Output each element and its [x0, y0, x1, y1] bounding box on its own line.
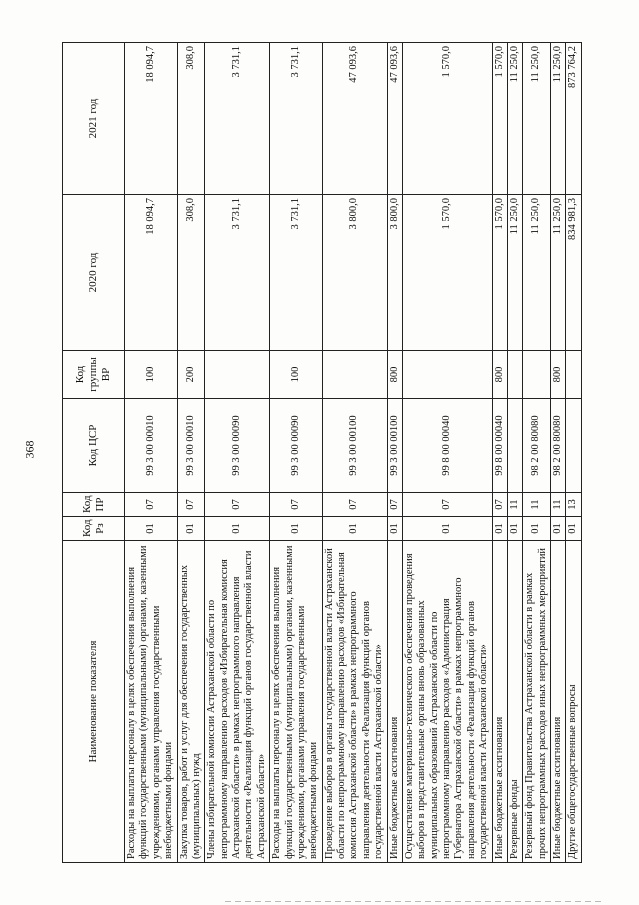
cell-vr: [402, 351, 492, 399]
table-row: [387, 43, 402, 863]
table-row: [322, 43, 387, 863]
header-pr: Код ПР: [63, 493, 125, 517]
cell-vr: 100: [125, 351, 178, 399]
table-row: [177, 43, 205, 863]
cell-2020: 1 570,0: [492, 195, 507, 351]
budget-table: [62, 42, 582, 863]
cell-2020: 11 250,0: [551, 195, 566, 351]
cell-rz: 01: [177, 517, 205, 541]
cell-rz: 01: [125, 517, 178, 541]
cell-name: Другие общегосударственные вопросы: [566, 541, 581, 863]
cell-2020: 1 570,0: [402, 195, 492, 351]
cell-2021: 11 250,0: [551, 43, 566, 195]
cell-vr: 100: [270, 351, 323, 399]
cell-name: Осуществление материально-технического обеспечения проведения выборов в представительные органы вновь образованных муниципальных образований Астраханской области по непрограммному направлению расходов «Администрация Губернатора Астраханской области» в рамках непрограммного направления деятельности «Реализация функций органов государственной власти Астраханской области»: [402, 541, 492, 863]
table-header-row: [63, 43, 125, 863]
cell-2021: 1 570,0: [492, 43, 507, 195]
cell-pr: 11: [551, 493, 566, 517]
cell-name: Расходы на выплаты персоналу в целях обеспечения выполнения функций государственными (муниципальными) органами, казенными учреждениями, органами управления государственными внебюджетными фондами: [125, 541, 178, 863]
table-row: [551, 43, 566, 863]
cell-rz: 01: [205, 517, 270, 541]
cell-pr: 07: [492, 493, 507, 517]
cell-2021: 18 094,7: [125, 43, 178, 195]
cell-rz: 01: [566, 517, 581, 541]
cell-2021: 873 764,2: [566, 43, 581, 195]
cell-rz: 01: [507, 517, 522, 541]
cell-2020: 18 094,7: [125, 195, 178, 351]
cell-2021: 1 570,0: [402, 43, 492, 195]
cell-csr: 99 3 00 00010: [125, 399, 178, 493]
table-row: [507, 43, 522, 863]
cell-2021: 3 731,1: [205, 43, 270, 195]
cell-2021: 47 093,6: [322, 43, 387, 195]
cell-vr: 800: [551, 351, 566, 399]
header-2021: 2021 год: [63, 43, 125, 195]
table-row: [492, 43, 507, 863]
page-number: 368: [22, 440, 37, 459]
cell-csr: [507, 399, 522, 493]
cell-csr: [566, 399, 581, 493]
cell-pr: 07: [322, 493, 387, 517]
cell-2020: 3 731,1: [205, 195, 270, 351]
cell-name: Иные бюджетные ассигнования: [551, 541, 566, 863]
cell-name: Проведение выборов в органы государственной власти Астраханской области по непрограммному направлению расходов «Избирательная комиссия Астраханской области» в рамках непрограммного направления деятельности «Реализация функций органов государственной власти Астраханской области»: [322, 541, 387, 863]
cell-vr: 800: [492, 351, 507, 399]
cell-name: Члены избирательной комиссии Астраханской области по непрограммному направлению расходов «Избирательная комиссия Астраханской области» в рамках непрограммного направления деятельности «Реализация функций органов государственной власти Астраханской области»: [205, 541, 270, 863]
cell-pr: 07: [177, 493, 205, 517]
cell-2020: 3 800,0: [387, 195, 402, 351]
cell-rz: 01: [492, 517, 507, 541]
cell-pr: 07: [387, 493, 402, 517]
table-row: [523, 43, 551, 863]
table-row: [566, 43, 581, 863]
table-row: [205, 43, 270, 863]
cell-rz: 01: [402, 517, 492, 541]
cell-rz: 01: [523, 517, 551, 541]
cell-2020: 834 981,3: [566, 195, 581, 351]
header-rz: Код Рз: [63, 517, 125, 541]
cell-2021: 47 093,6: [387, 43, 402, 195]
cell-vr: [523, 351, 551, 399]
header-2020: 2020 год: [63, 195, 125, 351]
cell-vr: 800: [387, 351, 402, 399]
cell-name: Резервные фонды: [507, 541, 522, 863]
header-name: Наименование показателя: [63, 541, 125, 863]
cell-csr: 99 3 00 00100: [387, 399, 402, 493]
cell-vr: 200: [177, 351, 205, 399]
header-csr: Код ЦСР: [63, 399, 125, 493]
cell-2020: 3 800,0: [322, 195, 387, 351]
cell-vr: [566, 351, 581, 399]
rotated-page-content: [62, 43, 602, 863]
cell-2021: 308,0: [177, 43, 205, 195]
cell-name: Закупка товаров, работ и услуг для обеспечения государственных (муниципальных) нужд: [177, 541, 205, 863]
cell-pr: 13: [566, 493, 581, 517]
cell-vr: [322, 351, 387, 399]
cell-csr: 99 8 00 00040: [402, 399, 492, 493]
cell-2021: 11 250,0: [523, 43, 551, 195]
cell-pr: 11: [523, 493, 551, 517]
cell-pr: 07: [205, 493, 270, 517]
table-row: [402, 43, 492, 863]
cell-csr: 99 3 00 00010: [177, 399, 205, 493]
cell-name: Резервный фонд Правительства Астраханской области в рамках прочих непрограммных расходов иных непрограммных мероприятий: [523, 541, 551, 863]
cell-csr: 99 8 00 00040: [492, 399, 507, 493]
cell-csr: 98 2 00 80080: [523, 399, 551, 493]
cell-2021: 3 731,1: [270, 43, 323, 195]
cell-name: Иные бюджетные ассигнования: [387, 541, 402, 863]
cell-pr: 11: [507, 493, 522, 517]
cell-pr: 07: [270, 493, 323, 517]
cell-csr: 98 2 00 80080: [551, 399, 566, 493]
table-row: [270, 43, 323, 863]
cell-csr: 99 3 00 00100: [322, 399, 387, 493]
table-row: [125, 43, 178, 863]
cell-pr: 07: [402, 493, 492, 517]
header-vr: Код группы ВР: [63, 351, 125, 399]
cell-vr: [205, 351, 270, 399]
cell-rz: 01: [270, 517, 323, 541]
cell-rz: 01: [551, 517, 566, 541]
cell-csr: 99 3 00 00090: [270, 399, 323, 493]
cell-2020: 11 250,0: [507, 195, 522, 351]
cell-2020: 308,0: [177, 195, 205, 351]
cell-pr: 07: [125, 493, 178, 517]
cell-name: Иные бюджетные ассигнования: [492, 541, 507, 863]
scan-artifact-line: [225, 901, 605, 902]
cell-name: Расходы на выплаты персоналу в целях обеспечения выполнения функций государственными (муниципальными) органами, казенными учреждениями, органами управления государственными внебюджетными фондами: [270, 541, 323, 863]
cell-rz: 01: [322, 517, 387, 541]
cell-vr: [507, 351, 522, 399]
cell-2021: 11 250,0: [507, 43, 522, 195]
cell-2020: 3 731,1: [270, 195, 323, 351]
cell-rz: 01: [387, 517, 402, 541]
cell-csr: 99 3 00 00090: [205, 399, 270, 493]
cell-2020: 11 250,0: [523, 195, 551, 351]
